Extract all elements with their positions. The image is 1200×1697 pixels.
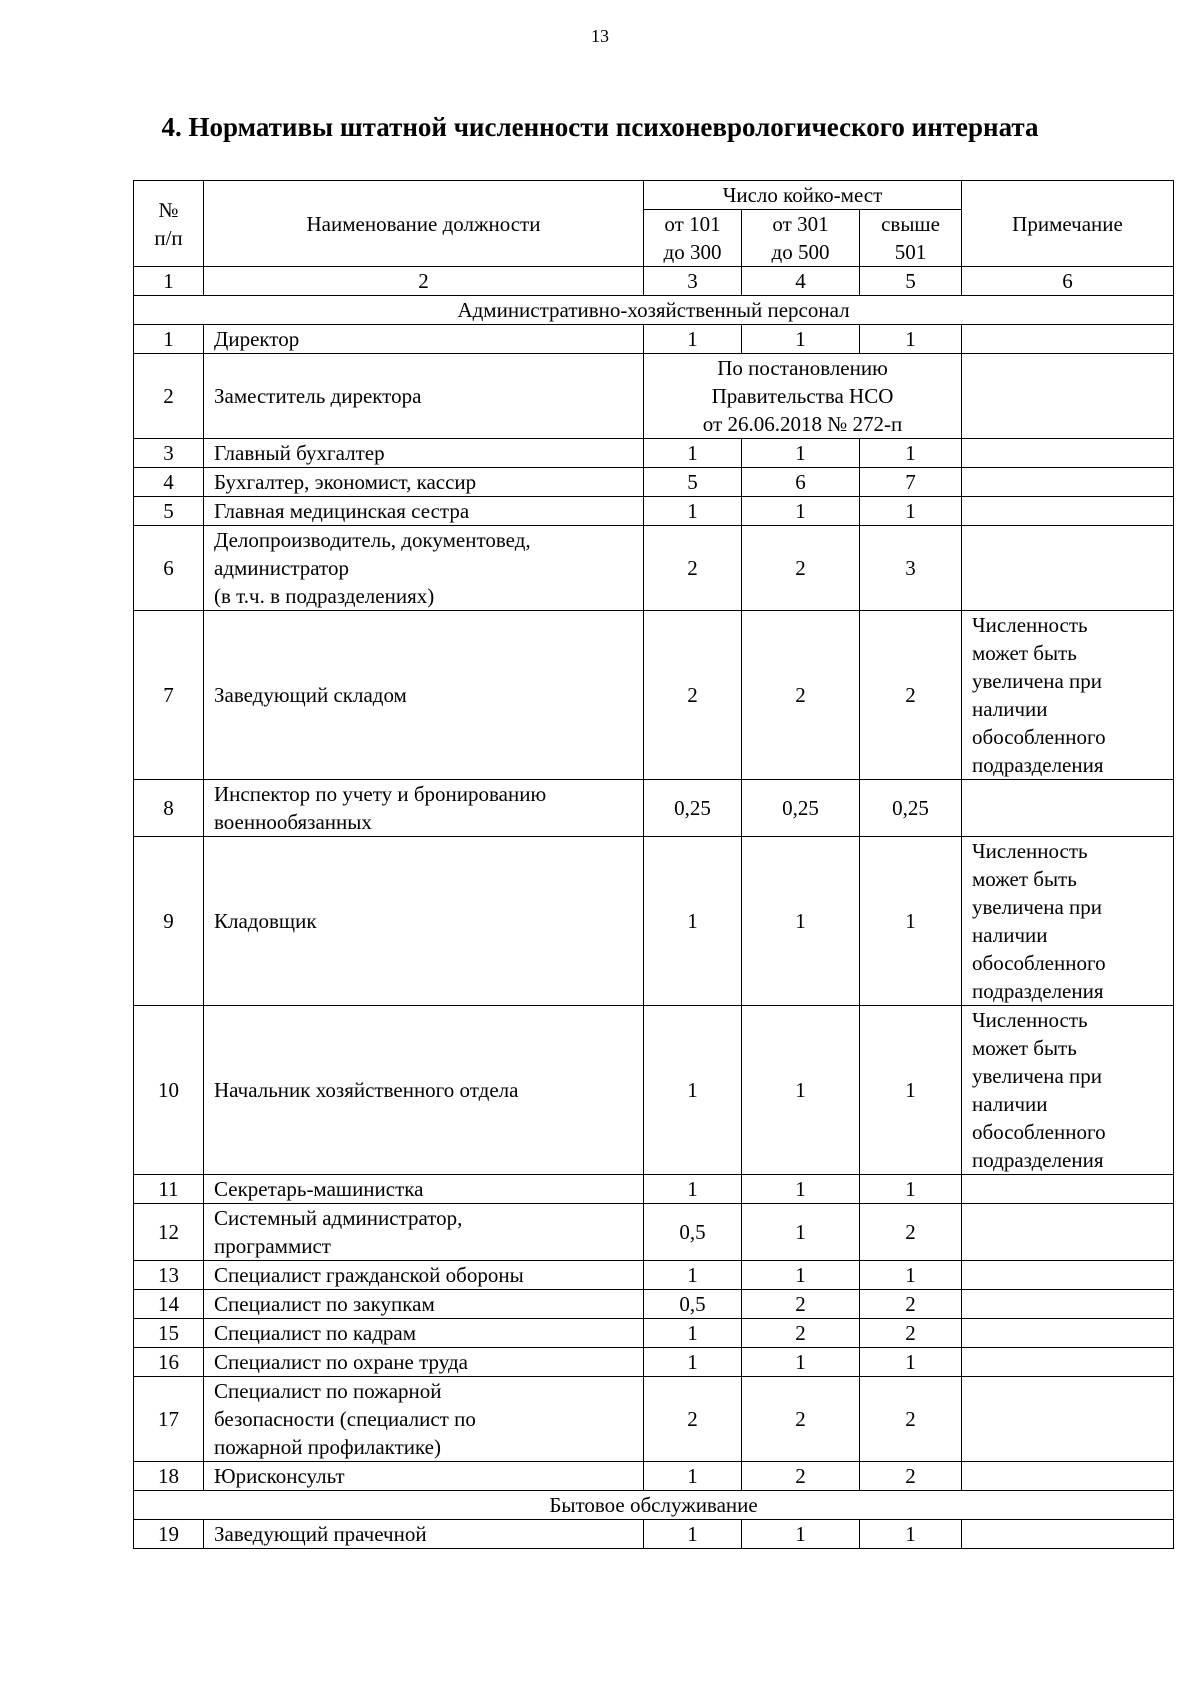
table-row — [134, 354, 1174, 439]
header-col3-line2: до 300 — [663, 240, 722, 264]
column-index-3: 3 — [644, 267, 742, 296]
note-cell — [962, 837, 1174, 1006]
position-name — [204, 439, 644, 468]
position-name-line: Заведующий складом — [214, 683, 407, 707]
value-col4: 1 — [742, 325, 860, 354]
position-name — [204, 1290, 644, 1319]
position-name — [204, 780, 644, 837]
value-col4: 1 — [742, 1175, 860, 1204]
header-col4-line1: от 301 — [772, 212, 829, 236]
table-row — [134, 1175, 1174, 1204]
value-col3: 5 — [644, 468, 742, 497]
value-col5: 1 — [860, 1520, 962, 1549]
note-line: подразделения — [972, 979, 1104, 1003]
value-col3: 1 — [644, 1006, 742, 1175]
position-name — [204, 1377, 644, 1462]
position-name — [204, 1520, 644, 1549]
row-number: 8 — [134, 780, 204, 837]
header-number — [134, 181, 204, 267]
row-number: 3 — [134, 439, 204, 468]
merged-value-line: По постановлению — [717, 356, 888, 380]
note-cell — [962, 1006, 1174, 1175]
row-number: 12 — [134, 1204, 204, 1261]
note-line: Численность — [972, 839, 1088, 863]
position-name-line: Инспектор по учету и бронированию — [214, 782, 547, 806]
note-line: может быть — [972, 867, 1077, 891]
value-col3: 1 — [644, 1319, 742, 1348]
header-col5-line1: свыше — [881, 212, 940, 236]
note-line: увеличена при — [972, 895, 1103, 919]
table-row — [134, 1520, 1174, 1549]
value-col4: 1 — [742, 1204, 860, 1261]
table-row — [134, 526, 1174, 611]
value-col5: 2 — [860, 611, 962, 780]
value-col4: 1 — [742, 1261, 860, 1290]
table-row — [134, 468, 1174, 497]
table-row — [134, 1348, 1174, 1377]
note-line: подразделения — [972, 1148, 1104, 1172]
value-col5: 1 — [860, 497, 962, 526]
position-name-line: Специалист по кадрам — [214, 1321, 417, 1345]
value-col4: 1 — [742, 1006, 860, 1175]
page-number: 13 — [591, 26, 609, 46]
value-col5: 7 — [860, 468, 962, 497]
note-line: обособленного — [972, 725, 1106, 749]
note-cell — [962, 780, 1174, 837]
row-number: 15 — [134, 1319, 204, 1348]
position-name-line: Кладовщик — [214, 909, 317, 933]
row-number: 17 — [134, 1377, 204, 1462]
position-name — [204, 1261, 644, 1290]
position-name-line: программист — [214, 1234, 331, 1258]
note-cell — [962, 526, 1174, 611]
position-name-line: Главная медицинская сестра — [214, 499, 470, 523]
table-row — [134, 1006, 1174, 1175]
position-name-line: военнообязанных — [214, 810, 372, 834]
value-col3: 1 — [644, 837, 742, 1006]
position-name-line: Делопроизводитель, документовед, — [214, 528, 531, 552]
value-col3: 1 — [644, 325, 742, 354]
note-cell — [962, 439, 1174, 468]
value-col4: 6 — [742, 468, 860, 497]
note-cell — [962, 1319, 1174, 1348]
value-col3: 1 — [644, 1175, 742, 1204]
row-number: 7 — [134, 611, 204, 780]
value-col5: 2 — [860, 1462, 962, 1491]
row-number: 2 — [134, 354, 204, 439]
note-line: наличии — [972, 923, 1048, 947]
header-col4-line2: до 500 — [771, 240, 830, 264]
header-col4 — [742, 210, 860, 267]
row-number: 19 — [134, 1520, 204, 1549]
table-row — [134, 1290, 1174, 1319]
value-col5: 2 — [860, 1204, 962, 1261]
note-line: может быть — [972, 1036, 1077, 1060]
position-name-line: пожарной профилактике) — [214, 1435, 441, 1459]
value-col4: 2 — [742, 1377, 860, 1462]
column-index-6: 6 — [962, 267, 1174, 296]
value-col4: 2 — [742, 1319, 860, 1348]
value-col5: 0,25 — [860, 780, 962, 837]
section-row — [134, 296, 1174, 325]
merged-value-line: Правительства НСО — [711, 384, 894, 408]
value-col5: 2 — [860, 1319, 962, 1348]
column-index-4: 4 — [742, 267, 860, 296]
note-cell — [962, 468, 1174, 497]
section-title: Административно-хозяйственный персонал — [134, 296, 1174, 325]
value-col3: 1 — [644, 1462, 742, 1491]
column-index-2: 2 — [204, 267, 644, 296]
value-col4: 2 — [742, 526, 860, 611]
position-name — [204, 1204, 644, 1261]
row-number: 14 — [134, 1290, 204, 1319]
value-col5: 1 — [860, 439, 962, 468]
value-col5: 1 — [860, 1348, 962, 1377]
value-col4: 2 — [742, 611, 860, 780]
value-col3: 1 — [644, 439, 742, 468]
value-col4: 0,25 — [742, 780, 860, 837]
row-number: 18 — [134, 1462, 204, 1491]
row-number: 6 — [134, 526, 204, 611]
position-name — [204, 526, 644, 611]
table-row — [134, 780, 1174, 837]
note-cell — [962, 1261, 1174, 1290]
section-row — [134, 1491, 1174, 1520]
value-col5: 2 — [860, 1290, 962, 1319]
table-body — [134, 296, 1174, 1549]
header-col5 — [860, 210, 962, 267]
position-name-line: Специалист гражданской обороны — [214, 1263, 524, 1287]
value-col3: 2 — [644, 526, 742, 611]
position-name-line: Заведующий прачечной — [214, 1522, 427, 1546]
row-number: 13 — [134, 1261, 204, 1290]
position-name-line: Начальник хозяйственного отдела — [214, 1078, 519, 1102]
row-number: 5 — [134, 497, 204, 526]
column-index-1: 1 — [134, 267, 204, 296]
header-position: Наименование должности — [204, 181, 644, 267]
value-col5: 3 — [860, 526, 962, 611]
value-col5: 1 — [860, 837, 962, 1006]
row-number: 9 — [134, 837, 204, 1006]
value-col3: 0,25 — [644, 780, 742, 837]
position-name-line: Заместитель директора — [214, 384, 422, 408]
position-name — [204, 1319, 644, 1348]
note-cell — [962, 1204, 1174, 1261]
position-name — [204, 837, 644, 1006]
value-col4: 1 — [742, 1348, 860, 1377]
table-row — [134, 325, 1174, 354]
value-col4: 1 — [742, 837, 860, 1006]
value-col4: 1 — [742, 1520, 860, 1549]
position-name-line: Специалист по пожарной — [214, 1379, 442, 1403]
note-cell — [962, 1377, 1174, 1462]
note-line: увеличена при — [972, 1064, 1103, 1088]
staffing-table — [133, 180, 1174, 1549]
row-number: 16 — [134, 1348, 204, 1377]
value-col3: 1 — [644, 1348, 742, 1377]
note-line: Численность — [972, 613, 1088, 637]
value-col5: 1 — [860, 325, 962, 354]
position-name — [204, 1462, 644, 1491]
value-col3: 0,5 — [644, 1290, 742, 1319]
merged-value-line: от 26.06.2018 № 272-п — [702, 412, 903, 436]
merged-value — [644, 354, 962, 439]
header-number-line2: п/п — [154, 225, 183, 250]
position-name-line: Бухгалтер, экономист, кассир — [214, 470, 477, 494]
row-number: 11 — [134, 1175, 204, 1204]
value-col4: 2 — [742, 1462, 860, 1491]
position-name — [204, 325, 644, 354]
row-number: 1 — [134, 325, 204, 354]
table-row — [134, 1204, 1174, 1261]
note-line: обособленного — [972, 951, 1106, 975]
position-name — [204, 497, 644, 526]
position-name — [204, 1006, 644, 1175]
note-line: Численность — [972, 1008, 1088, 1032]
section-title: Бытовое обслуживание — [134, 1491, 1174, 1520]
note-cell — [962, 1462, 1174, 1491]
note-cell — [962, 1290, 1174, 1319]
value-col3: 1 — [644, 1261, 742, 1290]
note-line: может быть — [972, 641, 1077, 665]
note-cell — [962, 497, 1174, 526]
value-col3: 2 — [644, 611, 742, 780]
header-col5-line2: 501 — [894, 240, 927, 264]
row-number: 10 — [134, 1006, 204, 1175]
table-row — [134, 837, 1174, 1006]
table-row — [134, 1261, 1174, 1290]
position-name-line: (в т.ч. в подразделениях) — [214, 584, 435, 608]
note-line: наличии — [972, 1092, 1048, 1116]
table-row — [134, 1319, 1174, 1348]
row-number: 4 — [134, 468, 204, 497]
position-name-line: Специалист по охране труда — [214, 1350, 468, 1374]
note-cell — [962, 1175, 1174, 1204]
value-col5: 1 — [860, 1006, 962, 1175]
note-cell — [962, 325, 1174, 354]
value-col4: 1 — [742, 497, 860, 526]
position-name-line: Секретарь-машинистка — [214, 1177, 424, 1201]
position-name — [204, 1348, 644, 1377]
note-line: увеличена при — [972, 669, 1103, 693]
header-number-line1: № — [158, 197, 179, 222]
position-name-line: Юрисконсульт — [214, 1464, 345, 1488]
table-row — [134, 439, 1174, 468]
position-name — [204, 354, 644, 439]
value-col5: 2 — [860, 1377, 962, 1462]
position-name-line: Специалист по закупкам — [214, 1292, 435, 1316]
table-row — [134, 1462, 1174, 1491]
position-name — [204, 1175, 644, 1204]
value-col5: 1 — [860, 1175, 962, 1204]
header-col3 — [644, 210, 742, 267]
value-col5: 1 — [860, 1261, 962, 1290]
position-name-line: Системный администратор, — [214, 1206, 463, 1230]
note-line: наличии — [972, 697, 1048, 721]
note-cell — [962, 1348, 1174, 1377]
note-cell — [962, 1520, 1174, 1549]
header-beds: Число койко-мест — [644, 181, 962, 210]
note-line: обособленного — [972, 1120, 1106, 1144]
value-col4: 2 — [742, 1290, 860, 1319]
header-note: Примечание — [962, 181, 1174, 267]
position-name — [204, 468, 644, 497]
value-col3: 0,5 — [644, 1204, 742, 1261]
note-line: подразделения — [972, 753, 1104, 777]
note-cell — [962, 354, 1174, 439]
table-row — [134, 611, 1174, 780]
position-name-line: Директор — [214, 327, 300, 351]
page-title: 4. Нормативы штатной численности психоневрологического интерната — [161, 112, 1039, 142]
position-name-line: Главный бухгалтер — [214, 441, 385, 465]
value-col3: 1 — [644, 497, 742, 526]
value-col3: 2 — [644, 1377, 742, 1462]
position-name — [204, 611, 644, 780]
position-name-line: администратор — [214, 556, 349, 580]
table-row — [134, 497, 1174, 526]
position-name-line: безопасности (специалист по — [214, 1407, 476, 1431]
note-cell — [962, 611, 1174, 780]
value-col3: 1 — [644, 1520, 742, 1549]
column-index-5: 5 — [860, 267, 962, 296]
value-col4: 1 — [742, 439, 860, 468]
header-col3-line1: от 101 — [664, 212, 721, 236]
table-row — [134, 1377, 1174, 1462]
